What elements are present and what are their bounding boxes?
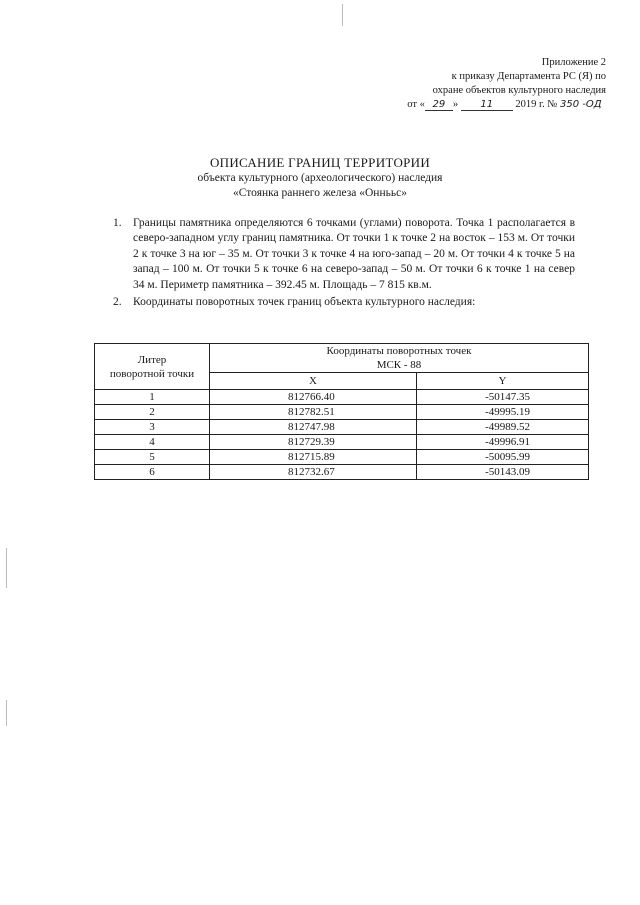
document-title <box>0 155 640 201</box>
coordinates-table <box>94 343 589 480</box>
table-row <box>95 405 589 420</box>
cell-y: -50147.35 <box>416 390 588 405</box>
item-number: 1. <box>113 217 122 229</box>
table-row <box>95 450 589 465</box>
header-point-letter <box>95 344 210 390</box>
header-letter-line-2: поворотной точки <box>109 367 195 380</box>
title-subtitle-1: объекта культурного (археологического) наследия <box>197 172 443 184</box>
appendix-line-3: охране объектов культурного наследия <box>432 85 606 96</box>
order-day: 29 <box>425 99 453 111</box>
order-date-line <box>386 98 606 112</box>
table-row <box>95 465 589 480</box>
cell-point-number: 5 <box>95 450 210 465</box>
cell-x: 812782.51 <box>210 405 417 420</box>
header-coordinates-group <box>210 344 589 373</box>
cell-point-number: 4 <box>95 435 210 450</box>
cell-x: 812729.39 <box>210 435 417 450</box>
table-row <box>95 390 589 405</box>
cell-x: 812715.89 <box>210 450 417 465</box>
order-number: 350 -ОД <box>560 99 602 110</box>
cell-point-number: 6 <box>95 465 210 480</box>
cell-y: -49996.91 <box>416 435 588 450</box>
order-month: 11 <box>461 99 513 111</box>
item-text: Координаты поворотных точек границ объекта культурного наследия: <box>133 296 476 309</box>
cell-x: 812747.98 <box>210 420 417 435</box>
item-text: Границы памятника определяются 6 точками (углами) поворота. Точка 1 располагается в северо-западном углу границ памятника. От точки 1 к точке 2 на восток – 153 м. От точки 2 к точке 3 на юг – 35 м. От точки 3 к точке 4 на юго-запад – 20 м. От точки 4 к точке 5 на запад – 100 м. От точки 5 к точке 6 на северо-запад – 50 м. От точки 6 к точке 1 на север 34 м. Периметр памятника – 392.45 м. Площадь – 7 815 кв.м. <box>133 217 575 291</box>
table-row <box>95 435 589 450</box>
cell-point-number: 3 <box>95 420 210 435</box>
scan-mark-left <box>6 548 7 588</box>
cell-y: -49989.52 <box>416 420 588 435</box>
order-from-prefix: от « <box>407 99 425 110</box>
title-subtitle-2: «Стоянка раннего железа «Оннььс» <box>233 187 407 199</box>
cell-x: 812732.67 <box>210 465 417 480</box>
table-row <box>95 420 589 435</box>
header-letter-line-1: Литер <box>137 353 167 366</box>
cell-point-number: 1 <box>95 390 210 405</box>
appendix-header <box>386 56 606 112</box>
appendix-line-1: Приложение 2 <box>541 57 606 68</box>
header-y: Y <box>416 373 588 390</box>
items-list <box>113 216 575 310</box>
item-number: 2. <box>113 296 122 309</box>
header-group-line-2: МСК - 88 <box>376 359 422 371</box>
order-year: 2019 г. № <box>515 99 558 110</box>
cell-y: -49995.19 <box>416 405 588 420</box>
cell-x: 812766.40 <box>210 390 417 405</box>
list-item-1 <box>113 216 575 293</box>
header-x: X <box>210 373 417 390</box>
header-group-line-1: Координаты поворотных точек <box>326 345 472 357</box>
appendix-line-2: к приказу Департамента РС (Я) по <box>451 71 606 82</box>
cell-y: -50095.99 <box>416 450 588 465</box>
title-main: ОПИСАНИЕ ГРАНИЦ ТЕРРИТОРИИ <box>209 155 431 170</box>
order-quote-close: » <box>452 99 459 110</box>
scan-mark-top <box>342 4 343 26</box>
list-item-2 <box>113 295 575 310</box>
cell-point-number: 2 <box>95 405 210 420</box>
scan-mark-left-lower <box>6 700 7 726</box>
cell-y: -50143.09 <box>416 465 588 480</box>
